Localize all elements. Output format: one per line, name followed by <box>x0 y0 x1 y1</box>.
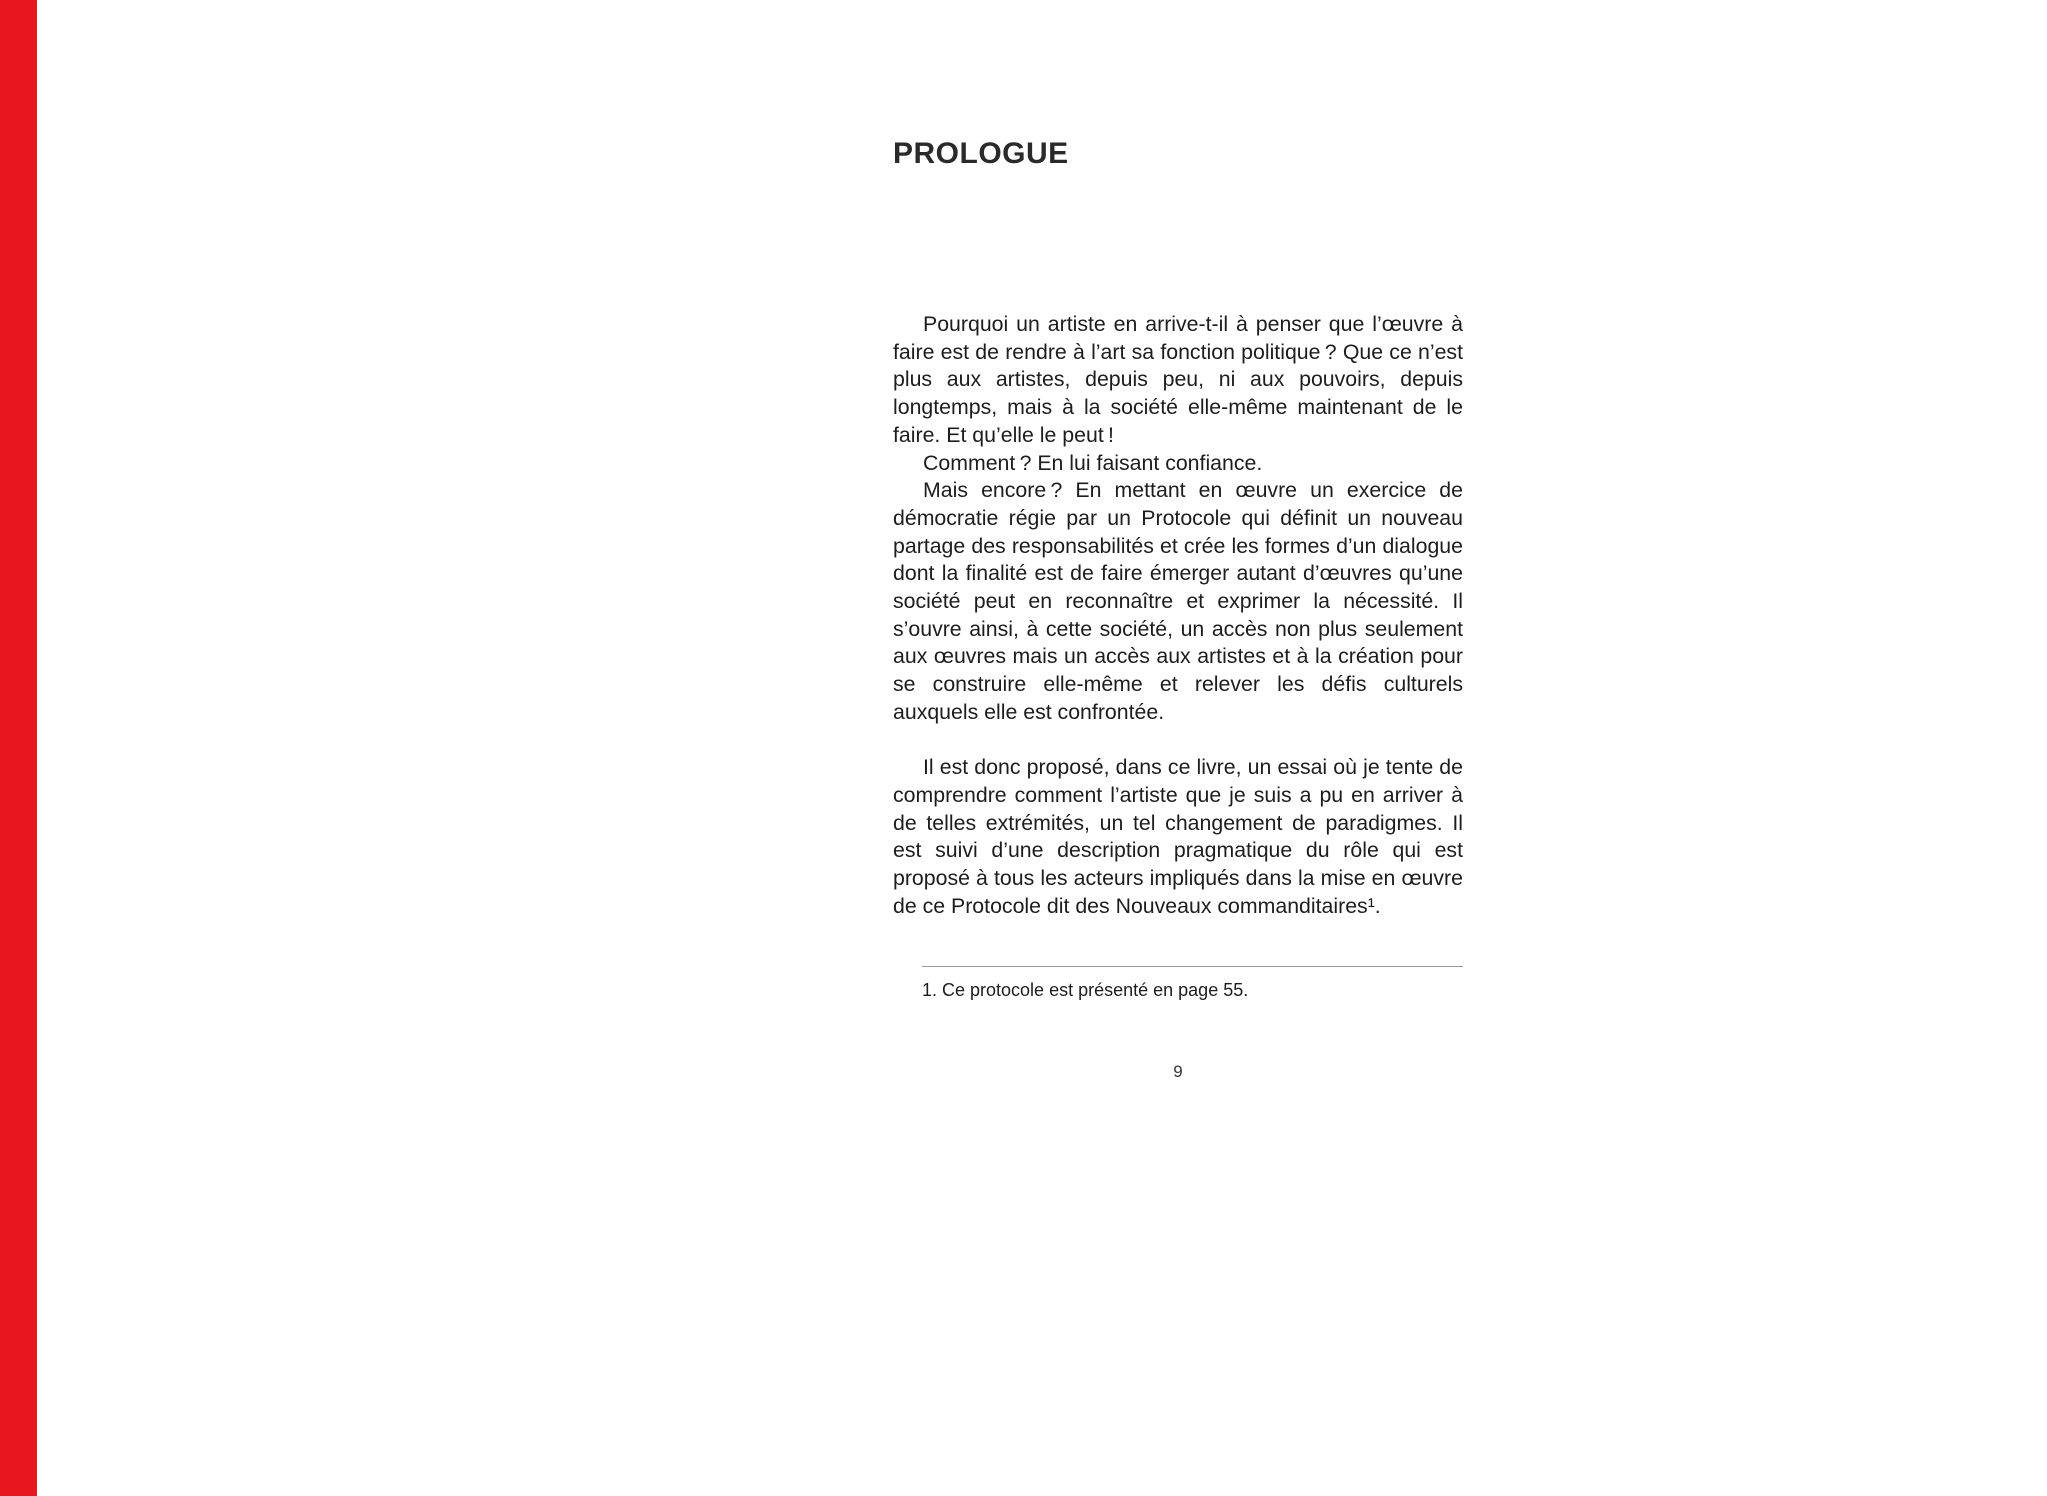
paragraph-2: Comment ? En lui faisant confiance. <box>923 450 1263 475</box>
body-text <box>893 311 1463 920</box>
paragraph-4: Il est donc proposé, dans ce livre, un essai où je tente de comprendre comment l’artiste que je suis a pu en arriver à de telles extrémités, un tel changement de paradigmes. Il est suivi d’une description pragmatique du rôle qui est proposé à tous les acteurs impliqués dans la mise en œuvre de ce Protocole dit des Nouveaux commanditaires¹. <box>893 755 1463 918</box>
page-number: 9 <box>1173 1062 1183 1081</box>
footnote-area <box>922 966 1463 1002</box>
footnote-rule <box>922 966 1463 967</box>
paragraph-1: Pourquoi un artiste en arrive-t-il à penser que l’œuvre à faire est de rendre à l’art sa fonction politique ? Que ce n’est plus aux artistes, depuis peu, ni aux pouvoirs, depuis longtemps, mais à la société elle-même maintenant de le faire. Et qu’elle le peut ! <box>893 312 1463 447</box>
footnote-text: 1. Ce protocole est présenté en page 55. <box>922 980 1249 1000</box>
paragraph-3: Mais encore ? En mettant en œuvre un exercice de démocratie régie par un Protocole qui définit un nouveau partage des responsabilités et crée les formes d’un dialogue dont la finalité est de faire émerger autant d’œuvres qu’une société peut en reconnaître et exprimer la nécessité. Il s’ouvre ainsi, à cette société, un accès non plus seulement aux œuvres mais un accès aux artistes et à la création pour se construire elle-même et relever les défis culturels auxquels elle est confrontée. <box>893 478 1463 724</box>
chapter-title: PROLOGUE <box>893 137 1069 170</box>
